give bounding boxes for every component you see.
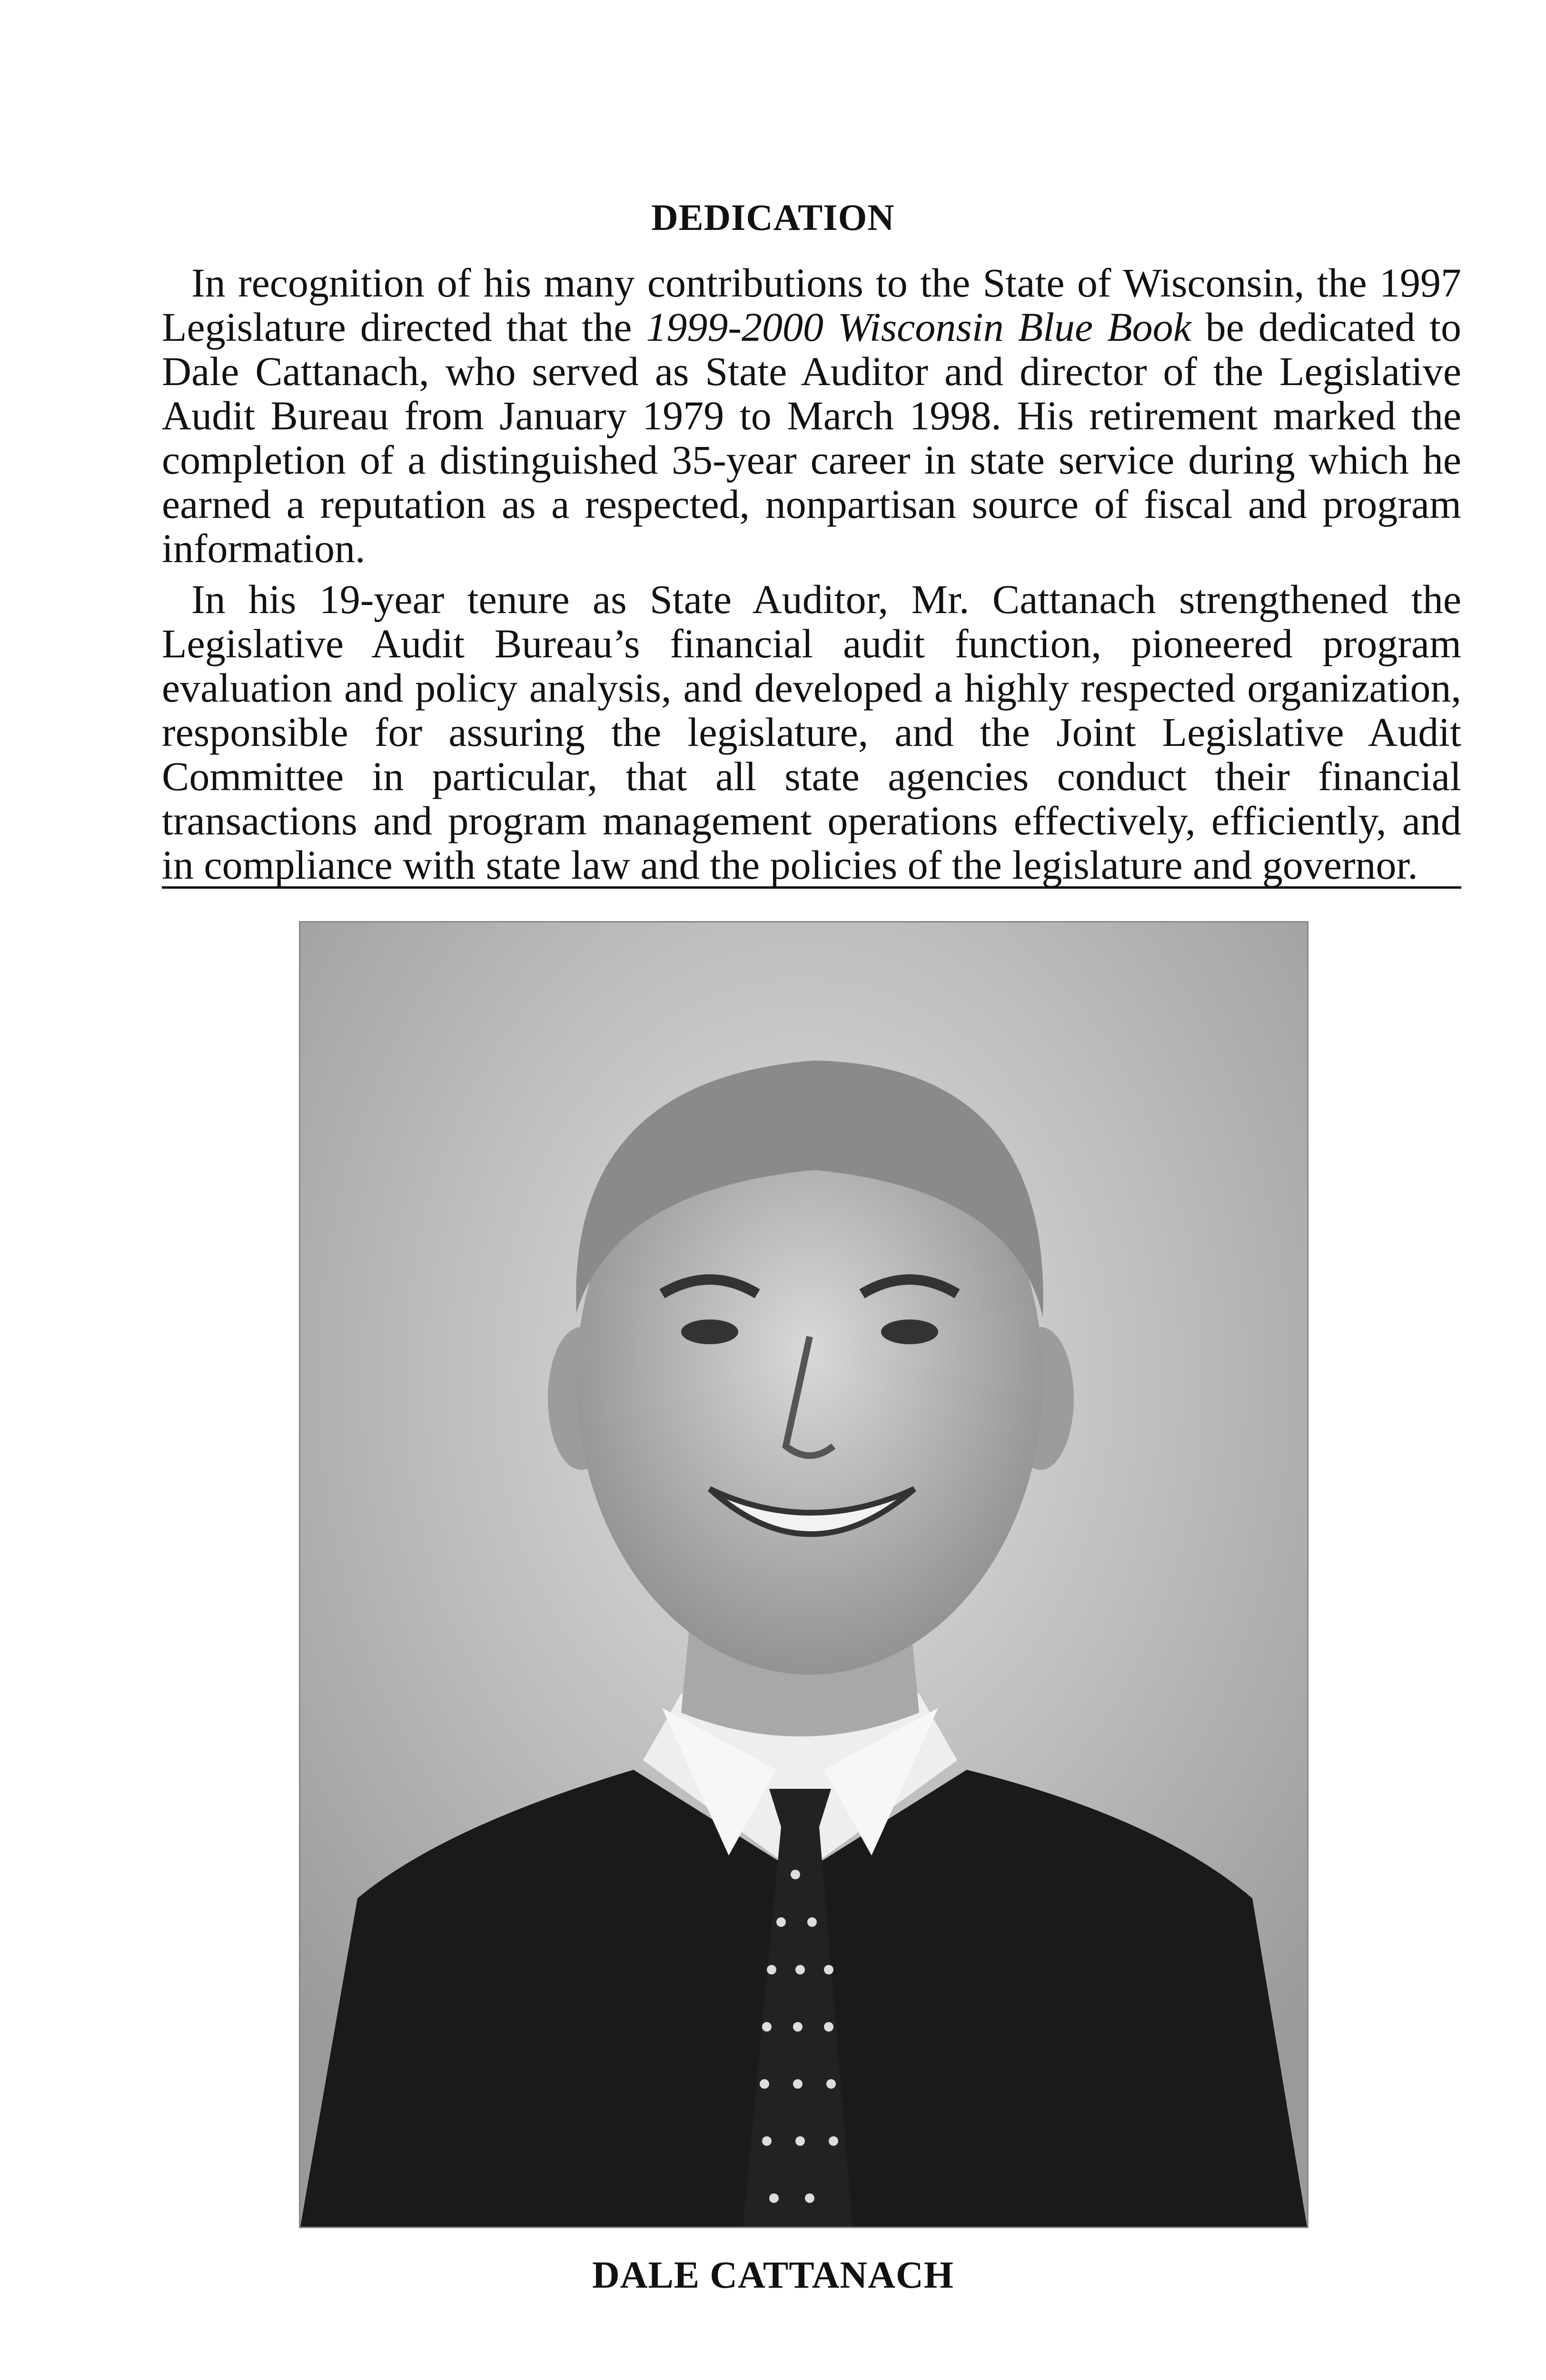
dedication-text: [162, 261, 1461, 894]
paragraph-1: [162, 261, 1461, 571]
photo-caption: DALE CATTANACH: [592, 2254, 954, 2296]
paragraph-2: In his 19-year tenure as State Auditor, Mr. Cattanach strengthened the Legislative Audit Bureau’s financial audit function, pioneered program evaluation and policy analysis, and developed a highly respected organization, responsible for assuring the legislature, and the Joint Legislative Audit Committee in particular, that all state agencies conduct their financial transactions and program management operations effectively, efficiently, and in compliance with state law and the policies of the legislature and governor.: [162, 576, 1461, 888]
paragraph-1-lead: In recognition of his many contributions to the State of Wisconsin, the 1997 Legislature directed that the: [162, 260, 1461, 350]
paragraph-1-rest: be dedicated to Dale Cattanach, who served as State Auditor and director of the Legislative Audit Bureau from January 1979 to March 1998. His retirement marked the completion of a distinguished 35-year career in state service during which he earned a reputation as a respected, nonpartisan source of fiscal and program information.: [162, 304, 1461, 571]
portrait-illustration: [300, 922, 1307, 2227]
portrait-photo: [299, 921, 1308, 2228]
horizontal-divider: [162, 886, 1461, 889]
page-heading: DEDICATION: [651, 197, 895, 238]
book-title: 1999-2000 Wisconsin Blue Book: [646, 304, 1191, 350]
